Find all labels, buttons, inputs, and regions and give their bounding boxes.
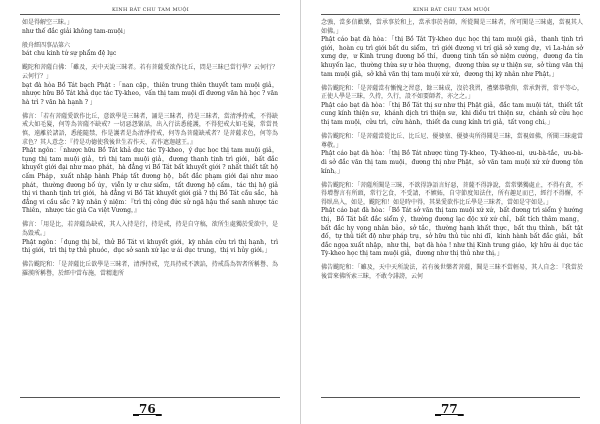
paragraph bbox=[321, 182, 583, 259]
header-rule bbox=[20, 14, 280, 15]
vietnamese-text: Phật cáo bạt đà hòa：「thị Bồ Tát Tỳ-kheo dục học thị tam muội giả，thanh tịnh trì giới，hoàn cụ trì giới bất du siểm，trì giới đương vi trí giả sở xưng dự，vi La-hán sở xưng dự，ư Kinh trung đương bố thí，đương tinh tấn sở niệm cường，đương đa tín khuyến lạc，thường thừa sự ư hòa thượng，đương thừa sự ư thiện sư，sở tùng văn thị tam muội giả，sở khả văn thị tam muội xứ xứ，đương thị kỳ nhân như Phật。」 bbox=[321, 36, 583, 78]
page-header: KINH BÁT CHU TAM MUỘI bbox=[112, 7, 190, 13]
paragraph bbox=[321, 264, 583, 281]
paragraph bbox=[22, 19, 278, 36]
chinese-text: 佛告颰陀和：「是菩薩比丘欲學是三昧者，清淨持戒，完具持戒不諛諂，持戒爲為智者所稱譽、為羅漢所稱譽，於經中當布施，當精進所 bbox=[22, 261, 278, 277]
chinese-text: 佛告颰陀和：「是菩薩當從比丘、比丘尼、優婆塞、優婆夷所得聞是三昧，當視如佛，所聞三昧處當尊敬。」 bbox=[321, 133, 583, 149]
paragraph bbox=[321, 133, 583, 176]
header-rule bbox=[321, 14, 580, 15]
chinese-text: 佛告颰陀和：「雖及，天中天所說法，若有後世樂者菩薩，聞是三昧不當輕易，其人自念：『我當於後當來佛所索三昧，不敢令誹謗，云何 bbox=[321, 264, 583, 281]
chinese-text: 佛告颰陀和：「是菩薩當有慚愧之習意，餘三昧成，沒於我習，禮樂恭敬仰，常承對習，常平等心，正使人學是三昧，久持，久行，設不如要師者，亦之之。」 bbox=[321, 84, 583, 101]
chinese-text: 颰陀和菩薩白佛：「雖及，天中天說三昧者。若有菩薩愛欲作比丘，問是三昧已當行學？云何行？云何行？」 bbox=[22, 64, 278, 80]
vietnamese-text: Phật ngôn：「dụng thị bỉ，thử Bồ Tát vi khuyết giới，kỳ nhân cửu trì thị hạnh，trì thị giới，trì thị tự thủ phuóc，dục sở sanh xứ lạc ư ái dục trung，thị vi hủy giới。」 bbox=[22, 238, 278, 255]
left-content bbox=[22, 19, 278, 284]
paragraph bbox=[321, 85, 583, 128]
chinese-text: 般舟經四事品第六 bbox=[22, 41, 71, 49]
chinese-text: 佛言：「若有菩薩愛欲作比丘，意欲學是三昧者，誦是三昧者，持是三昧者，當清淨持戒，不得缺戒大如毛髮，何等為菩薩不缺戒？一切惡怨緊話，出入行法悉能護，不得犯戒大如毛髮，常當畏慎，遠離於諸語，悉能隨禁，作是護者是為清淨持戒，何等為菩薩缺戒者？是菩薩求色，何等為求色？其人意念：『持是功德使我後世生若作天、若作遮迦越王。』 bbox=[22, 112, 278, 146]
chinese-text: 如是得解空三昧。」 bbox=[22, 19, 74, 26]
paragraph bbox=[22, 64, 278, 107]
right-content bbox=[321, 19, 583, 287]
chinese-text: 佛告颰陀和：「菩薩所聞是三昧，不欲得諍語言好惡，菩薩不得諍說，當常樂獨處止，不得有貪，不得增譽言有所頭，常行乞食，不受請，不嫉妬，自守節度知法住，所有趣足而已，經行不得懈，不得臥出入，如是，颰陀和！如是時中得，其果愛欲作比丘學是三昧者，當如是守如是。」 bbox=[321, 181, 583, 206]
vietnamese-text: bạt đà hòa Bồ Tát bạch Phật :「nan cập，thiên trung thiên thuyết tam muội giả，nhược hữu Bồ Tát khả dục tác Tỳ-kheo，vấn thị tam muội dĩ đương văn hà học ? văn hà trì ? văn hà hạnh ? 」 bbox=[22, 81, 278, 106]
footer-rule bbox=[321, 397, 580, 398]
paragraph bbox=[321, 19, 583, 79]
chinese-text: 佛言：「用是比，若菩薩為缺戒，其人入持是行，持是戒，持是自守稿，欲所生處獨於愛欲中，是為毀戒。」 bbox=[22, 221, 278, 238]
vietnamese-text: Phật cáo bạt đà hòa：「thị Bồ Tát thị sư như thị Phật giả，đắc tam muội tát，thiết tất cung kính thiện sư，khánh dịch tri thiện sư，khi điều tri thiện sư，chánh sử cửu học thị tam muội，cửu trì，cửu hành，thiết đa cung kính tri giả，tất vong chi。」 bbox=[321, 101, 583, 127]
vietnamese-text: Phật cáo bạt đà hòa：「thị Bồ Tát nhược tùng Tỳ-kheo，Tỳ-kheo-ni，ưu-bà-tắc，ưu-bà-di sở đắc văn thị tam muội，đương thị như Phật，sở văn tam muội xứ xứ đương tôn kính。」 bbox=[321, 150, 583, 175]
vietnamese-text: Phật cáo bạt đà hòa：「Bồ Tát sở văn thị tam muội xứ xứ，bất đương trì siểm ý hướng thị，Bồ Tát bất đắc siểm ý，thường đương lạc độc xứ xứ chỉ，bất tích thâm mang，bất đắc hy vọng nhân bảo，sở tắc，thường hạnh khất thực，bất thụ thỉnh，bất tật đố，tự thủ tiết độ như pháp trụ，sở hữu thủ túc nhi dĩ，kinh hành bất đắc giải，bất đắc ngọa xuất nhập，như thị，bạt đà hòa ! như thị Kinh trung giáo，kỳ hữu ái dục tác Tỳ-kheo học thị tam muội giả，đương như thị thủ như thị。」 bbox=[321, 207, 583, 258]
footer-rule bbox=[20, 397, 280, 398]
chinese-text: 念強，當多信歡樂，當承事於和上，當承事於善師，所從聞是三昧者，所可聞是三昧處，當視其人如佛。」 bbox=[321, 19, 583, 35]
page-header: KINH BÁT CHU TAM MUỘI bbox=[413, 7, 491, 13]
paragraph bbox=[22, 113, 278, 216]
vietnamese-text: Phật ngôn：「nhược hữu Bồ Tát khả dục tác Tỳ-kheo，ý dục học thị tam muội giả，tụng thị tam muội giả，trì thị tam muội giả，đương thanh tịnh trì giới，bất đắc khuyết giới đại như mao phát，hà đẳng vi Bồ Tát bất khuyết giới ? nhất thiết tất hộ cấm Pháp，xuất nhập hành Pháp tất đương hộ，bất đắc phạm giới đại như mao phát，thường đương bố úy，viễn ly ư chư siểm，tất đương hộ cấm，tác thị hộ giả thị vi thanh tịnh trì giới，hà đẳng vi Bồ Tát khuyết giới giả ? thị Bồ Tát cầu sắc，hà đẳng vi cầu sắc ? kỳ nhân ý niệm：『trì thị công đức sử ngã hậu thế sanh nhược tác Thiên，nhược tác già Ca việt Vương，』 bbox=[22, 147, 278, 215]
page-number: _77_ bbox=[435, 402, 464, 416]
paragraph bbox=[22, 261, 278, 278]
vietnamese-text: như thế đắc giải không tam-muội」 bbox=[22, 27, 129, 35]
page-number: _76_ bbox=[133, 402, 162, 416]
paragraph bbox=[22, 221, 278, 255]
vietnamese-text: bát chu kinh tứ sự phẩm đệ lục bbox=[22, 50, 117, 58]
right-page bbox=[300, 0, 600, 424]
paragraph bbox=[22, 42, 278, 59]
